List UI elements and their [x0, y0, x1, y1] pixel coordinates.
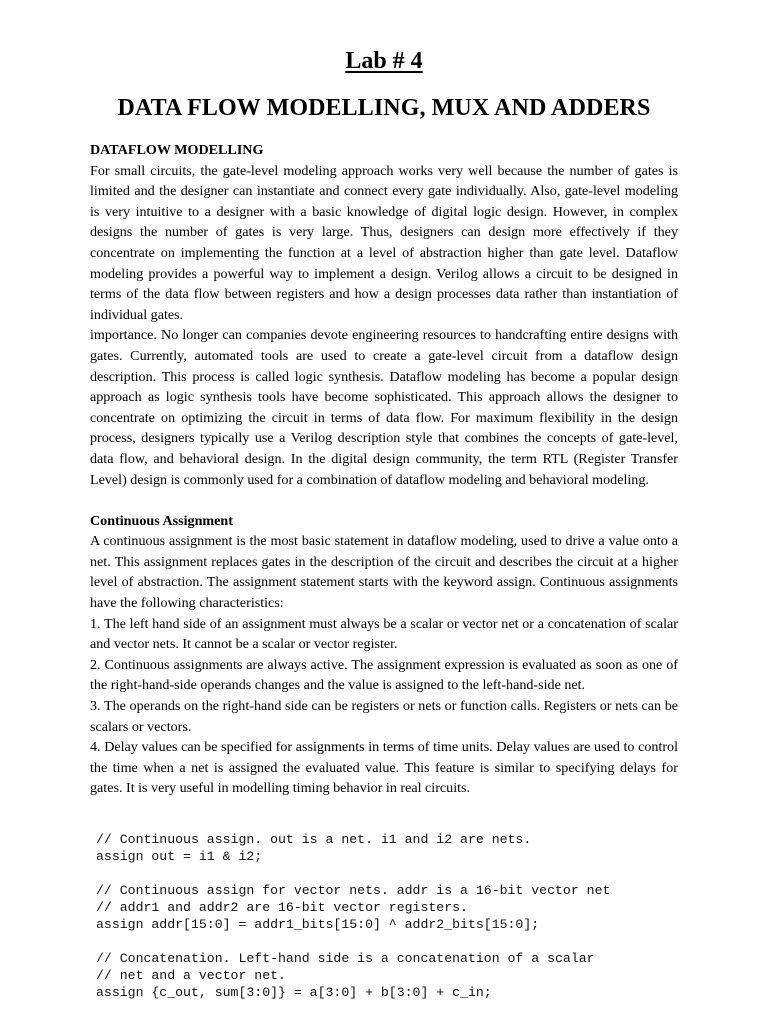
paragraph-intro: For small circuits, the gate-level modeling approach works very well because the number of gates is limited and the designer can instantiate and connect every gate individually. Also, gate-level modeling is very intuitive to a designer with a basic knowledge of digital logic design. However, in complex designs the number of gates is very large. Thus, designers can design more effectively if they concentrate on implementing the function at a level of abstraction higher than gate level. Dataflow modeling provides a powerful way to implement a design. Verilog allows a circuit to be designed in terms of the data flow between registers and how a design processes data rather than instantiation of individual gates.	[90, 162, 678, 323]
code-line: // Concatenation. Left-hand side is a concatenation of a scalar	[96, 951, 595, 966]
lab-number-title	[0, 46, 768, 76]
paragraph-gap	[90, 490, 678, 511]
section-heading-continuous-assignment: Continuous Assignment	[90, 512, 233, 529]
code-line: // addr1 and addr2 are 16-bit vector registers.	[96, 900, 468, 915]
code-blank-line	[96, 865, 610, 882]
code-blank-line	[96, 933, 610, 950]
code-line: // Continuous assign for vector nets. addr is a 16-bit vector net	[96, 883, 611, 898]
section-heading-dataflow: DATAFLOW MODELLING	[90, 142, 264, 158]
code-line: assign addr[15:0] = addr1_bits[15:0] ^ addr2_bits[15:0];	[96, 917, 540, 932]
document-body	[90, 140, 678, 799]
paragraph-importance: importance. No longer can companies devote engineering resources to handcrafting entire designs with gates. Currently, automated tools are used to create a gate-level circuit from a dataflow design description. This process is called logic synthesis. Dataflow modeling has become a popular design approach as logic synthesis tools have become sophisticated. This approach allows the designer to concentrate on optimizing the circuit in terms of data flow. For maximum flexibility in the design process, designers typically use a Verilog description style that combines the concepts of gate-level, data flow, and behavioral design. In the digital design community, the term RTL (Register Transfer Level) design is commonly used for a combination of dataflow modeling and behavioral modeling.	[90, 327, 678, 488]
code-line: // Continuous assign. out is a net. i1 and i2 are nets.	[96, 832, 532, 847]
code-block	[96, 831, 610, 1001]
code-line: assign out = i1 & i2;	[96, 849, 263, 864]
document-title: DATA FLOW MODELLING, MUX AND ADDERS	[117, 95, 651, 121]
list-item-1: 1. The left hand side of an assignment must always be a scalar or vector net or a concatenation of scalar and vector nets. It cannot be a scalar or vector register.	[90, 615, 678, 653]
list-item-4: 4. Delay values can be specified for assignments in terms of time units. Delay values are used to control the time when a net is assigned the evaluated value. This feature is similar to specifying delays for gates. It is very useful in modelling timing behavior in real circuits.	[90, 739, 678, 797]
code-line: assign {c_out, sum[3:0]} = a[3:0] + b[3:0] + c_in;	[96, 985, 492, 1000]
paragraph-continuous-intro: A continuous assignment is the most basic statement in dataflow modeling, used to drive a value onto a net. This assignment replaces gates in the description of the circuit and describes the circuit at a higher level of abstraction. The assignment statement starts with the keyword assign. Continuous assignments have the following characteristics:	[90, 533, 678, 612]
code-line: // net and a vector net.	[96, 968, 286, 983]
list-item-3: 3. The operands on the right-hand side can be registers or nets or function calls. Registers or nets can be scalars or vectors.	[90, 698, 678, 735]
lab-number-text: Lab # 4	[345, 48, 423, 74]
list-item-2: 2. Continuous assignments are always active. The assignment expression is evaluated as soon as one of the right-hand-side operands changes and the value is assigned to the left-hand-side net.	[90, 656, 678, 694]
